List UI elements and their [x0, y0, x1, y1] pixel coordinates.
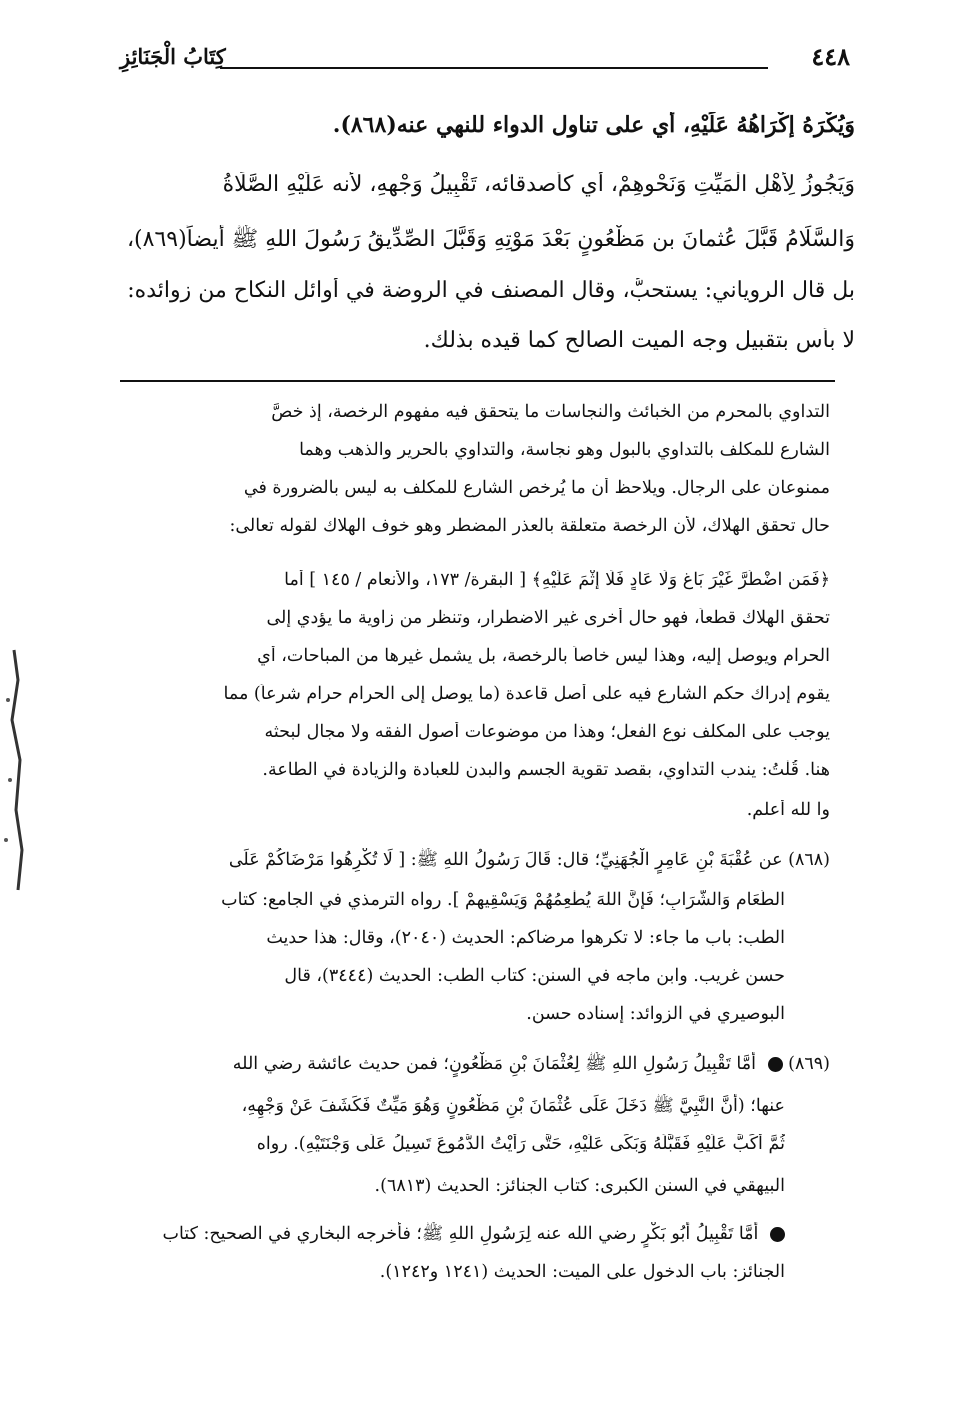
- page-header: [120, 40, 850, 76]
- commentary-line: وا لله أعلم.: [746, 800, 830, 820]
- footnote-869-second-line: الجنائز: باب الدخول على الميت: الحديث (١٢٤١ و١٢٤٢).: [379, 1262, 785, 1282]
- commentary-line: الحرام ويوصل إليه، وهذا ليس خاصاً بالرخصة، بل يشمل غيرها من المباحات، أي: [257, 646, 830, 666]
- footnote-869-line: أَمَّا تَقْبِيلُ رَسُولِ اللهِ ﷺ لِعُثْمَانَ بْنِ مَظْعُونٍ؛ فمن حديث عائشة رضي الله: [232, 1054, 756, 1074]
- commentary-line: تحقق الهلاك قطعاً، فهو حال أخرى غير الاضطرار، وتنظر من زاوية ما يؤدي إلى: [266, 608, 830, 628]
- footnote-869-second-text: أَمَّا تَقْبِيلُ أَبُو بَكْرٍ رضي الله عنه لِرَسُولِ اللهِ ﷺ؛ فأخرجه البخاري في الصحيح: كتاب: [162, 1224, 759, 1244]
- chapter-title: كِتَابُ الْجَنَائِزِ: [120, 44, 226, 69]
- footnote-868-line: الطب: باب ما جاء: لا تكرهوا مرضاكم: الحديث (٢٠٤٠)، وقال: هذا حديث: [266, 928, 785, 948]
- main-text-line-1: وَيُكْرَهُ إِكْرَاهُهُ عَلَيْهِ، أي على تناول الدواء للنهي عنه(٨٦٨).: [332, 112, 855, 138]
- bullet-icon: [768, 1057, 783, 1072]
- footnote-869-number: (٨٦٩): [788, 1054, 830, 1074]
- footnote-869-line: عنها؛ (أَنَّ النَّبِيَّ ﷺ دَخَلَ عَلَى عُثْمَانَ بْنِ مَظْعُونٍ وَهُوَ مَيِّتٌ فَكَشَفَ عَنْ وَجْهِهِ،: [241, 1096, 785, 1116]
- footnote-868-line: البوصيري في الزوائد: إسناده حسن.: [526, 1004, 785, 1024]
- footnote-868-line: الطَّعَامِ وَالشَّرَابِ؛ فَإِنَّ اللهَ يُطْعِمُهُمْ وَيَسْقِيهِمْ ]. رواه الترمذي في الجامع: كتاب: [221, 890, 785, 910]
- commentary-line: الشارع للمكلف بالتداوي بالبول وهو نجاسة، والتداوي بالحرير والذهب وهما: [299, 440, 830, 460]
- main-text-line-4: بل قال الروياني: يستحبُّ، وقال المصنف في الروضة في أوائل النكاح من زوائده:: [127, 278, 855, 303]
- bullet-icon: [770, 1227, 785, 1242]
- footnote-869-line: البيهقي في السنن الكبرى: كتاب الجنائز: الحديث (٦٨١٣).: [374, 1176, 785, 1196]
- page-number: ٤٤٨: [811, 42, 850, 71]
- commentary-line: التداوي بالمحرم من الخبائث والنجاسات ما يتحقق فيه مفهوم الرخصة، إذ خصَّ: [271, 402, 830, 422]
- footnote-separator: [120, 380, 835, 382]
- footnote-869-second-line: [120, 1222, 785, 1248]
- footnote-869-line: ثُمَّ أَكَبَّ عَلَيْهِ فَقَبَّلَهُ وَبَكَى عَلَيْهِ، حَتَّى رَأَيْتُ الدُّمُوعَ تَسِيلُ عَلَى وَجْنَتَيْهِ). رواه: [256, 1134, 785, 1154]
- footnote-869-first-line: [120, 1052, 830, 1078]
- main-text-line-2: وَيَجُوزُ لِأَهْلِ الْمَيِّتِ وَنَحْوِهِمْ، أي كأصدقائه، تَقْبِيلُ وَجْهِهِ، لأنه عَلَيْهِ الصَّلَاةُ: [222, 172, 855, 197]
- main-text-line-5: لا بأس بتقبيل وجه الميت الصالح كما قيده بذلك.: [423, 328, 855, 353]
- commentary-line: ممنوعان على الرجال. ويلاحظ أن ما يُرخص الشارع للمكلف به ليس بالضرورة في: [243, 478, 830, 498]
- commentary-line: هنا. قُلْتُ: يندب التداوي، بقصد تقوية الجسم والبدن للعبادة والزيادة في الطاعة.: [262, 760, 830, 780]
- commentary-line: ﴿فَمَنِ اضْطُرَّ غَيْرَ بَاغٍ وَلَا عَادٍ فَلَا إِثْمَ عَلَيْهِ﴾ [ البقرة/ ١٧٣، والأنعام / ١٤٥ ] أما: [284, 570, 830, 590]
- commentary-line: حال تحقق الهلاك، لأن الرخصة متعلقة بالعذر المضطر وهو خوف الهلاك لقوله تعالى:: [229, 516, 830, 536]
- footnote-868-line: حسن غريب. وابن ماجه في السنن: كتاب الطب: الحديث (٣٤٤٤)، قال: [284, 966, 785, 986]
- scan-edge-artifact: [0, 640, 30, 900]
- commentary-line: يقوم إدراك حكم الشارع فيه على أصل قاعدة (ما يوصل إلى الحرام حرام شرعاً) مما: [223, 684, 830, 704]
- header-rule: [220, 67, 768, 69]
- footnote-868-line: (٨٦٨) عن عُقْبَةَ بْنِ عَامِرٍ الْجُهَنِيِّ؛ قال: قَالَ رَسُولُ اللهِ ﷺ: [ لَا تُكْرِهُوا مَرْضَاكُمْ عَلَى: [228, 850, 830, 870]
- main-text-line-3: وَالسَّلَامُ قَبَّلَ عُثمانَ بن مَظْعُونٍ بَعْدَ مَوْتِهِ وَقَبَّلَ الصِّدِّيقُ رَسُولَ اللهِ ﷺ أيضاً(٨٦٩)،: [126, 227, 855, 252]
- commentary-line: يوجب على المكلف نوع الفعل؛ وهذا من موضوعات أصول الفقه ولا مجال لبحثه: [264, 722, 830, 742]
